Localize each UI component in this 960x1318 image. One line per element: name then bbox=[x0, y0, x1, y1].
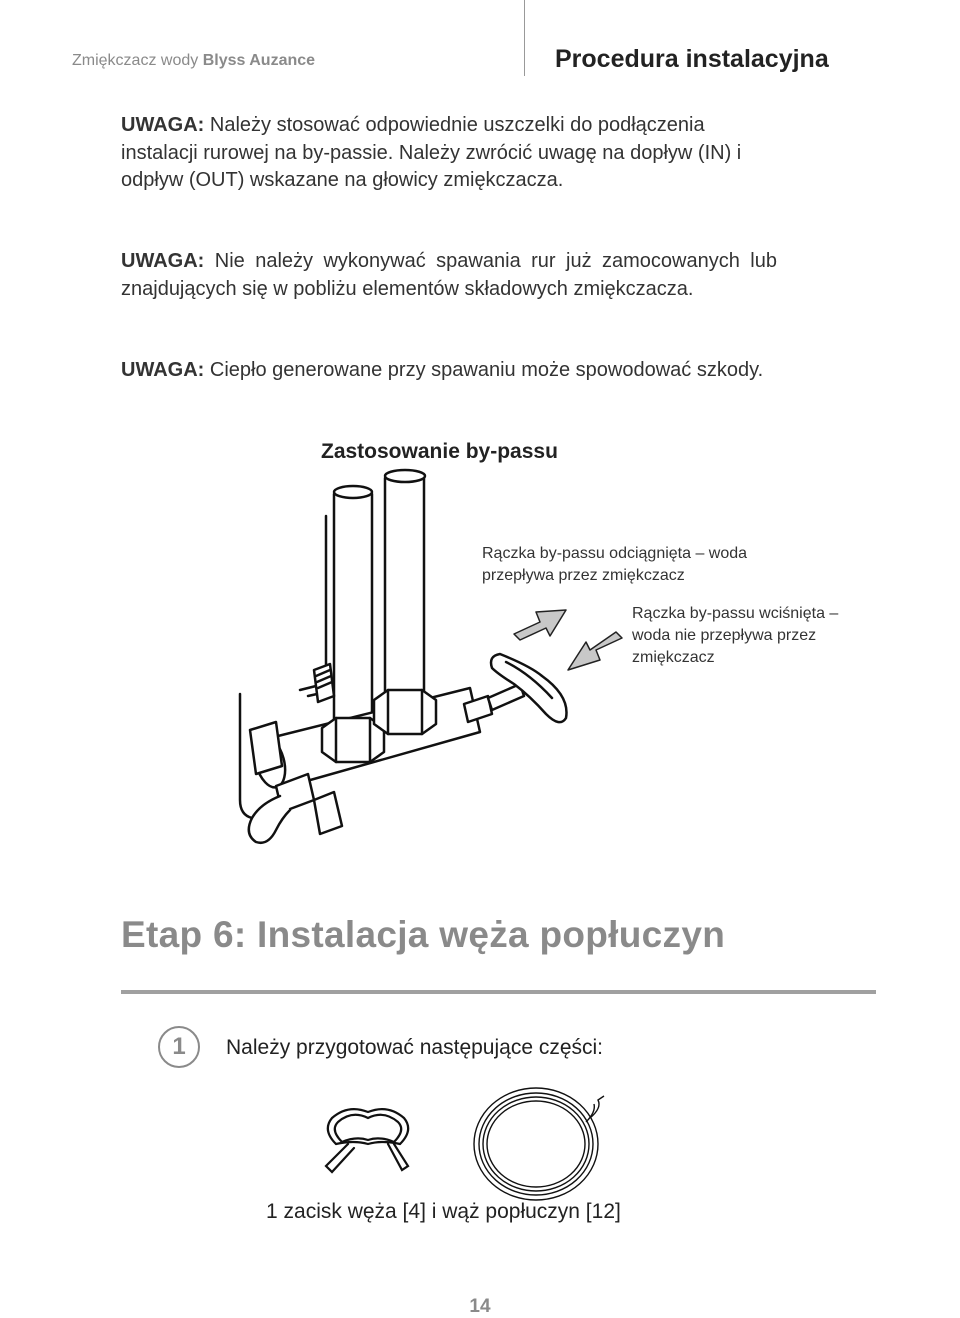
note-label: UWAGA: bbox=[121, 250, 205, 272]
section-rule bbox=[121, 990, 876, 994]
step-section-title: Etap 6: Instalacja węża popłuczyn bbox=[121, 914, 726, 955]
note-seals bbox=[121, 112, 777, 195]
push-arrow-icon bbox=[562, 628, 626, 680]
pull-arrow-icon bbox=[510, 600, 570, 650]
note-heat bbox=[121, 357, 777, 385]
product-model: Blyss Auzance bbox=[202, 52, 316, 69]
header-divider bbox=[524, 0, 525, 76]
product-prefix: Zmiękczacz wody bbox=[72, 52, 199, 69]
coiled-hose-icon bbox=[470, 1082, 610, 1202]
note-label: UWAGA: bbox=[121, 114, 205, 136]
diagram-title: Zastosowanie by-passu bbox=[321, 440, 558, 463]
step-number-badge: 1 bbox=[158, 1026, 200, 1068]
section-title: Procedura instalacyjna bbox=[555, 45, 829, 73]
note-text: Należy stosować odpowiednie uszczelki do podłączenia instalacji rurowej na by-passie. Należy zwrócić uwagę na dopływ (IN) i odpływ (OUT) wskazane na głowicy zmiękczacza. bbox=[121, 114, 742, 191]
callout-pushed: Rączka by-passu wciśnięta – woda nie przepływa przez zmiękczacz bbox=[632, 605, 839, 666]
bypass-diagram bbox=[230, 470, 570, 890]
note-welding bbox=[121, 248, 777, 303]
parts-caption: 1 zacisk węża [4] i wąż popłuczyn [12] bbox=[266, 1200, 621, 1223]
note-label: UWAGA: bbox=[121, 359, 205, 381]
product-name bbox=[72, 52, 315, 70]
note-text: Ciepło generowane przy spawaniu może spowodować szkody. bbox=[209, 359, 764, 381]
note-text: Nie należy wykonywać spawania rur już zamocowanych lub znajdujących się w pobliżu elementów składowych zmiękczacza. bbox=[121, 250, 777, 300]
callout-pulled: Rączka by-passu odciągnięta – woda przepływa przez zmiękczacz bbox=[482, 545, 748, 584]
step-text: Należy przygotować następujące części: bbox=[226, 1036, 604, 1059]
page-number: 14 bbox=[469, 1296, 491, 1317]
hose-clamp-icon bbox=[318, 1100, 418, 1180]
